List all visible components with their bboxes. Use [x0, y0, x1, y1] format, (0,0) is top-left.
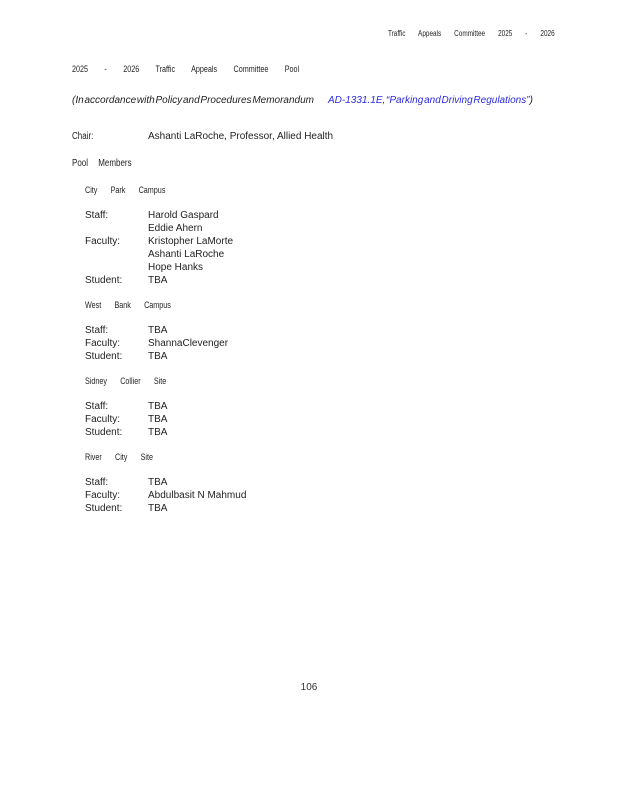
section-rows: [85, 400, 505, 439]
document-title-text: 2025 - 2026 Traffic Appeals Committee Pool: [72, 64, 300, 74]
chair-row: [72, 131, 532, 142]
member-name: Abdulbasit N Mahmud: [148, 490, 247, 501]
member-row: [85, 274, 505, 287]
member-row: [85, 248, 505, 261]
section-rows: [85, 476, 505, 515]
section-heading-text: Sidney Collier Site: [85, 376, 167, 386]
section-heading: [85, 185, 505, 198]
role-label: Faculty:: [85, 414, 121, 425]
member-name: TBA: [148, 351, 168, 362]
pool-members-label: Pool Members: [72, 158, 132, 169]
sections-container: [85, 185, 505, 528]
section-river-city-site: [85, 452, 505, 515]
member-name: TBA: [148, 503, 168, 514]
role-label: Faculty:: [85, 490, 121, 501]
member-name: Kristopher LaMorte: [148, 236, 234, 247]
section-heading: [85, 376, 505, 389]
memo-suffix-text: ): [529, 95, 533, 106]
member-name: Hope Hanks: [148, 262, 204, 273]
member-name: TBA: [148, 477, 168, 488]
section-heading-text: West Bank Campus: [85, 300, 171, 310]
role-label: Faculty:: [85, 236, 121, 247]
role-label: Student:: [85, 351, 123, 362]
role-label: Student:: [85, 275, 123, 286]
member-row: [85, 261, 505, 274]
member-row: [85, 235, 505, 248]
pool-members-heading: [72, 158, 146, 169]
section-sidney-collier-site: [85, 376, 505, 439]
member-row: [85, 324, 505, 337]
role-label: Staff:: [85, 325, 109, 336]
member-row: [85, 426, 505, 439]
member-name: TBA: [148, 427, 168, 438]
section-west-bank-campus: [85, 300, 505, 363]
role-label: Staff:: [85, 401, 109, 412]
memo-line: [72, 95, 533, 106]
section-heading: [85, 452, 505, 465]
member-row: [85, 209, 505, 222]
section-city-park-campus: [85, 185, 505, 287]
policy-memorandum-link[interactable]: AD-1331.1E, “Parking and Driving Regulations”: [328, 95, 530, 106]
member-name: TBA: [148, 414, 168, 425]
member-row: [85, 222, 505, 235]
section-rows: [85, 209, 505, 287]
role-label: Faculty:: [85, 338, 121, 349]
section-heading-text: River City Site: [85, 452, 154, 462]
page-number: 106: [300, 682, 318, 693]
member-name: Harold Gaspard: [148, 210, 219, 221]
page-header-text: Traffic Appeals Committee 2025 - 2026: [388, 29, 555, 38]
section-heading-text: City Park Campus: [85, 185, 166, 195]
member-row: [85, 476, 505, 489]
member-row: [85, 489, 505, 502]
document-title: [72, 64, 356, 74]
section-rows: [85, 324, 505, 363]
member-row: [85, 413, 505, 426]
chair-value: Ashanti LaRoche, Professor, Allied Health: [148, 131, 334, 142]
member-row: [85, 502, 505, 515]
member-row: [85, 400, 505, 413]
member-name: Eddie Ahern: [148, 223, 203, 234]
section-heading: [85, 300, 505, 313]
member-name: TBA: [148, 275, 168, 286]
member-row: [85, 337, 505, 350]
role-label: Student:: [85, 503, 123, 514]
page-header: [388, 29, 596, 38]
role-label: Staff:: [85, 477, 109, 488]
member-name: TBA: [148, 325, 168, 336]
member-name: Ashanti LaRoche: [148, 249, 225, 260]
role-label: Student:: [85, 427, 123, 438]
memo-prefix-text: (In accordance with Policy and Procedures Memorandum: [72, 95, 315, 106]
member-name: ShannaClevenger: [148, 338, 229, 349]
chair-label: Chair:: [72, 131, 94, 142]
member-row: [85, 350, 505, 363]
member-name: TBA: [148, 401, 168, 412]
role-label: Staff:: [85, 210, 109, 221]
